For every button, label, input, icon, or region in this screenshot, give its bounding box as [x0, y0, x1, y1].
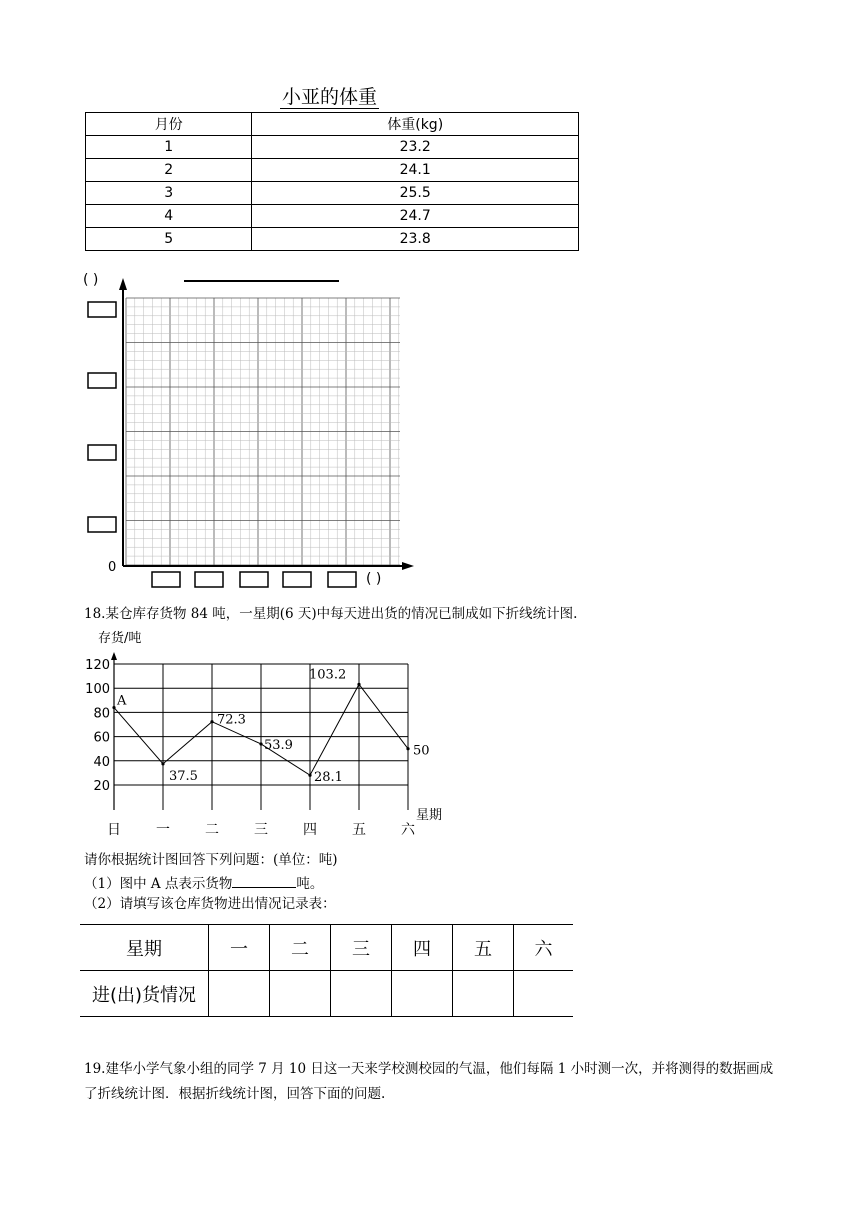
data-label: 53.9 [264, 737, 293, 753]
cell-weekday: 四 [392, 925, 453, 971]
table-row [86, 182, 579, 205]
cell-weekday: 五 [453, 925, 514, 971]
data-point [259, 742, 262, 745]
cell-weekday: 六 [514, 925, 574, 971]
q18-instruction: 请你根据统计图回答下列问题：(单位：吨) [84, 852, 338, 868]
blank-origin-label: 0 [108, 560, 117, 575]
cell-weight: 23.8 [252, 228, 579, 251]
record-table [80, 924, 573, 1017]
x-answer-box[interactable] [328, 572, 356, 587]
x-answer-box[interactable] [195, 572, 223, 587]
data-label: 103.2 [309, 667, 347, 683]
cell-weekday-header: 星期 [80, 925, 209, 971]
cell-month: 5 [86, 228, 252, 251]
q18-part1-unit: 吨。 [296, 876, 324, 892]
y-tick-label: 100 [85, 682, 110, 698]
x-answer-box[interactable] [152, 572, 180, 587]
answer-cell[interactable] [209, 971, 270, 1017]
answer-cell[interactable] [514, 971, 574, 1017]
y-tick-label: 80 [93, 706, 110, 722]
x-tick-label: 四 [303, 822, 317, 838]
y-tick-label: 40 [93, 754, 110, 770]
answer-blank[interactable] [232, 873, 296, 888]
cell-inout-header: 进(出)货情况 [80, 971, 209, 1017]
table-row [86, 228, 579, 251]
blank-x-arrow-icon [402, 562, 414, 570]
cell-weekday: 三 [331, 925, 392, 971]
cell-weekday: 一 [209, 925, 270, 971]
data-label: A [117, 693, 127, 709]
table-row [86, 159, 579, 182]
answer-cell[interactable] [392, 971, 453, 1017]
y-tick-label: 120 [85, 658, 110, 673]
data-point [161, 762, 164, 765]
weight-table-title: 小亚的体重 [282, 86, 378, 108]
data-point [210, 720, 213, 723]
x-tick-label: 六 [401, 822, 415, 838]
chart-y-arrow-icon [111, 652, 117, 660]
blank-grid-chart [78, 268, 418, 593]
cell-weight: 24.1 [252, 159, 579, 182]
data-label: 28.1 [314, 770, 343, 786]
data-point [406, 747, 409, 750]
data-label: 50 [413, 743, 430, 759]
chart-y-label: 存货/吨 [98, 631, 142, 646]
cell-weight: 24.7 [252, 205, 579, 228]
q19-text: 19.建华小学气象小组的同学 7 月 10 日这一天来学校测校园的气温，他们每隔 1 小时测一次，并将测得的数据画成了折线统计图．根据折线统计图，回答下面的问题. [84, 1061, 774, 1102]
table-header-row [86, 113, 579, 136]
data-point [112, 706, 115, 709]
data-label: 72.3 [217, 712, 246, 728]
cell-month: 4 [86, 205, 252, 228]
x-tick-label: 三 [254, 822, 268, 838]
cell-month: 3 [86, 182, 252, 205]
cell-month: 1 [86, 136, 252, 159]
cell-weekday: 二 [270, 925, 331, 971]
weight-table [85, 112, 579, 251]
x-tick-label: 五 [352, 822, 366, 838]
blank-y-arrow-icon [119, 278, 127, 290]
chart-x-label: 星期 [416, 808, 443, 823]
q18-text: 18.某仓库存货物 84 吨，一星期(6 天)中每天进出货的情况已制成如下折线统计图. [84, 606, 578, 622]
y-answer-box[interactable] [88, 445, 116, 460]
blank-grid [126, 298, 400, 566]
data-point [357, 683, 360, 686]
blank-y-unit-label: ( ) [83, 272, 99, 288]
x-tick-label: 日 [107, 822, 121, 838]
y-answer-box[interactable] [88, 302, 116, 317]
y-tick-label: 20 [93, 779, 110, 794]
answer-cell[interactable] [270, 971, 331, 1017]
y-answer-box[interactable] [88, 373, 116, 388]
chart-x-ticks [107, 822, 416, 838]
x-answer-box[interactable] [283, 572, 311, 587]
data-label: 37.5 [169, 768, 198, 784]
q18-part1-text: （1）图中 A 点表示货物 [84, 876, 233, 892]
x-answer-box[interactable] [240, 572, 268, 587]
cell-month: 2 [86, 159, 252, 182]
q18-part2: （2）请填写该仓库货物进出情况记录表： [84, 896, 336, 912]
data-point [308, 774, 311, 777]
blank-x-unit-label: ( ) [366, 571, 382, 587]
table-row [86, 136, 579, 159]
y-answer-box[interactable] [88, 517, 116, 532]
table-row [86, 205, 579, 228]
stock-line-chart [78, 624, 458, 842]
chart-y-ticks [85, 658, 110, 794]
answer-cell[interactable] [453, 971, 514, 1017]
chart-grid [114, 664, 408, 810]
header-weight: 体重(kg) [252, 113, 579, 136]
table-row [80, 925, 573, 971]
cell-weight: 25.5 [252, 182, 579, 205]
cell-weight: 23.2 [252, 136, 579, 159]
header-month: 月份 [86, 113, 252, 136]
x-tick-label: 二 [205, 822, 219, 838]
answer-cell[interactable] [331, 971, 392, 1017]
table-row [80, 971, 573, 1017]
q18-part1 [84, 873, 323, 893]
y-tick-label: 60 [93, 730, 110, 746]
x-tick-label: 一 [156, 822, 170, 838]
